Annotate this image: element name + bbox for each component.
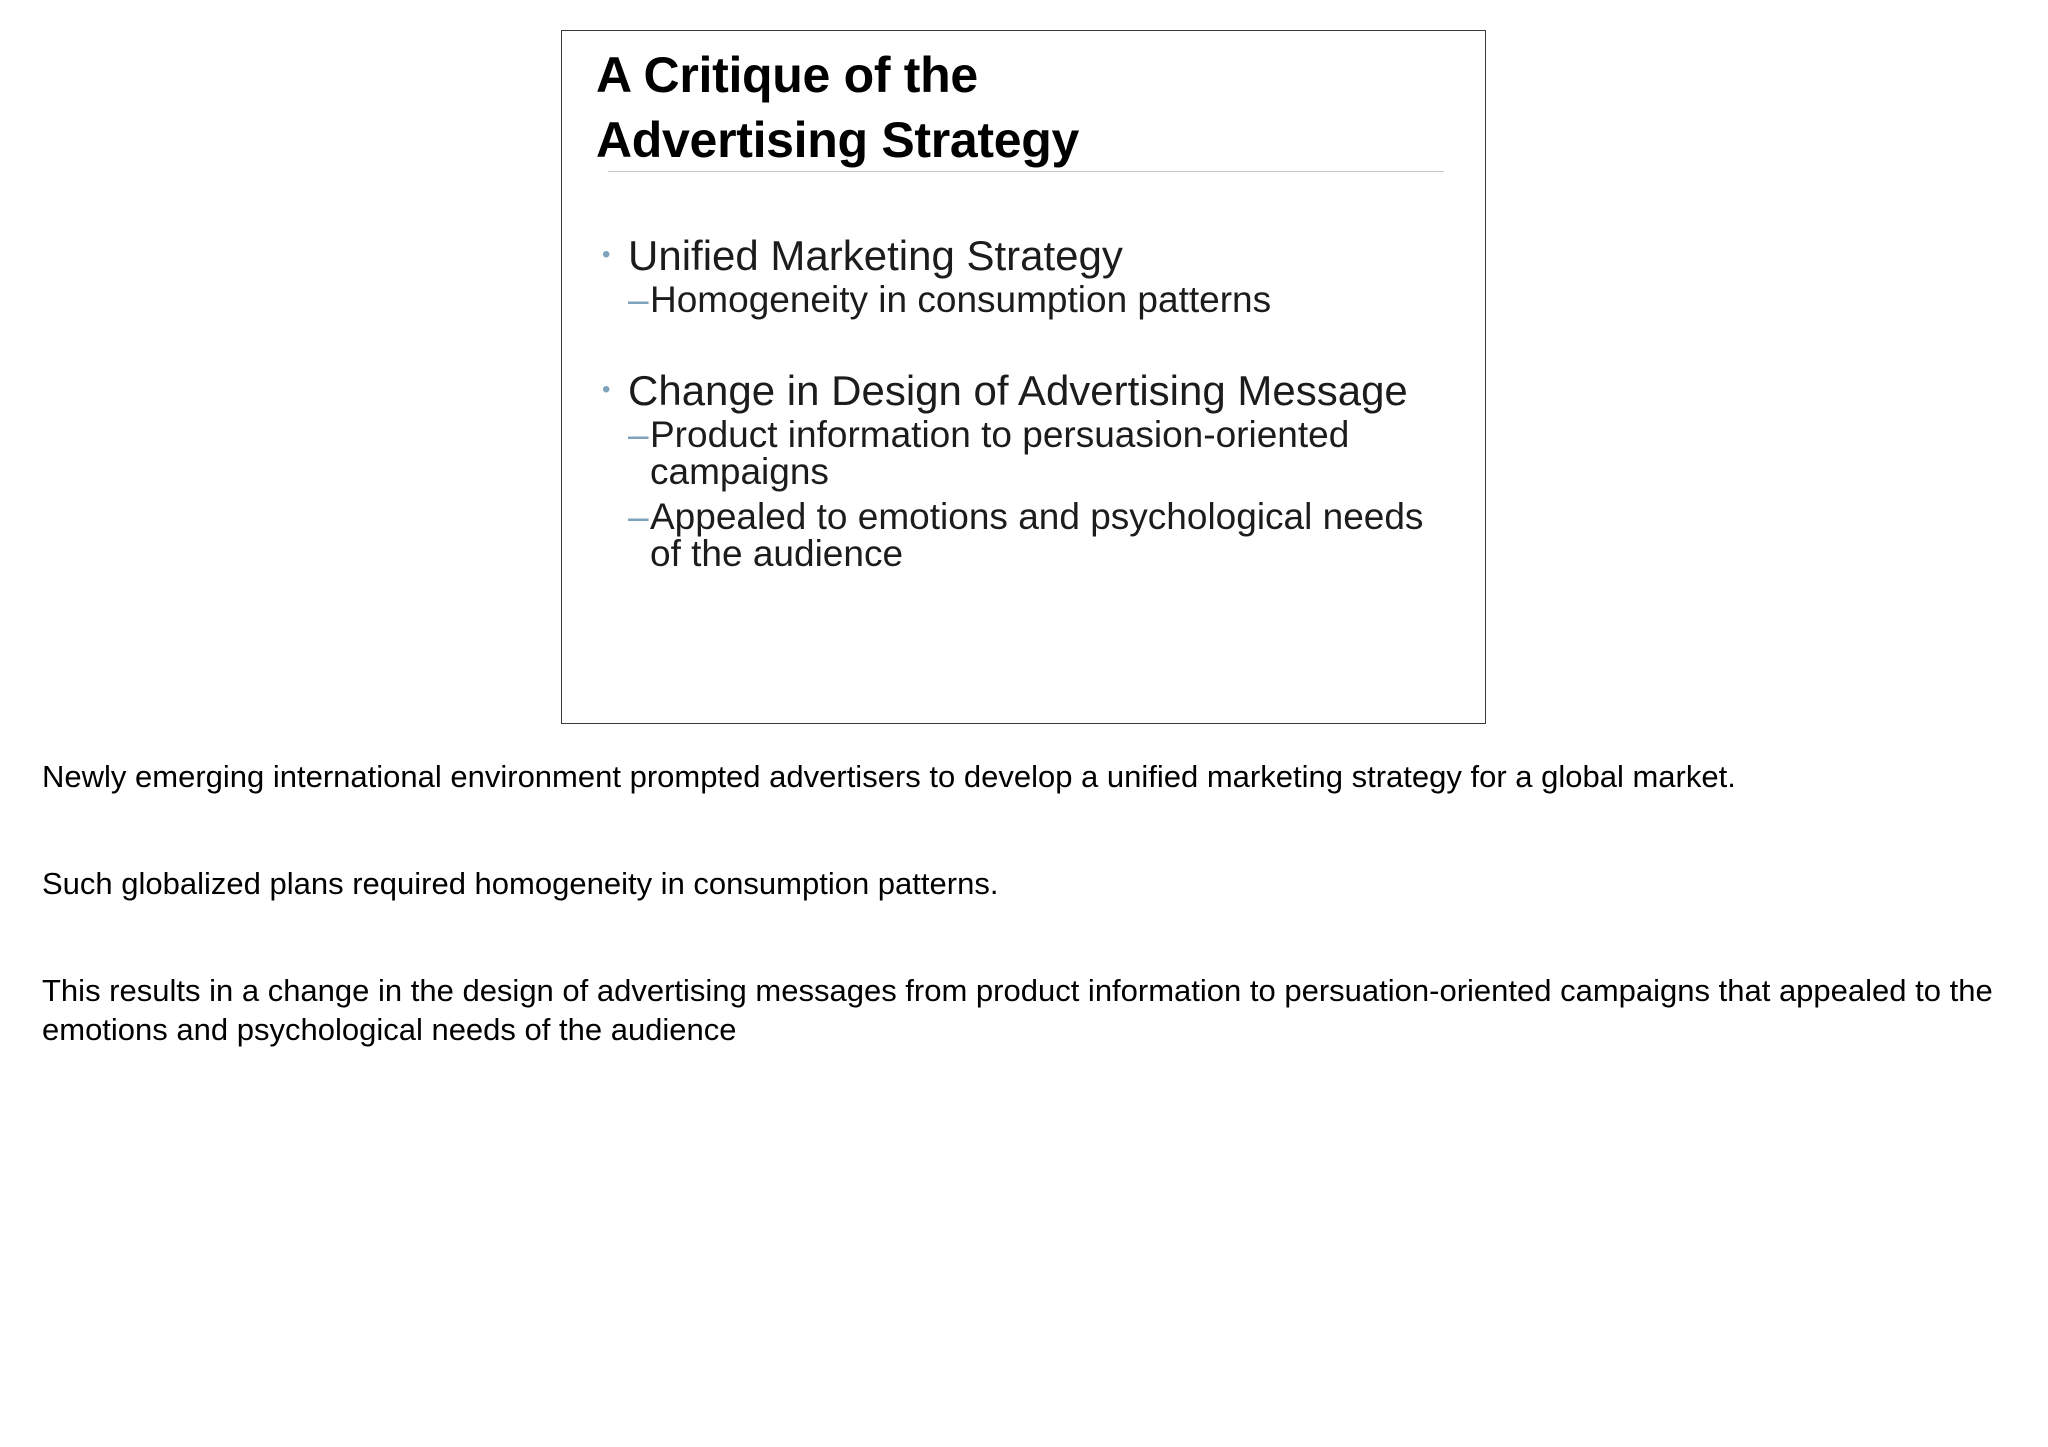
dash-icon: – — [628, 414, 649, 455]
sub-bullet-list — [628, 281, 1458, 318]
sub-bullet-text: Product information to persuasion-oriented campaigns — [650, 414, 1350, 492]
note-paragraph: This results in a change in the design of advertising messages from product information to persuation-oriented campaigns that appealed to the emotions and psychological needs of the audience — [42, 973, 1993, 1047]
bullet-item — [598, 366, 1458, 572]
sub-bullet-list — [628, 416, 1458, 572]
slide-title-line-2: Advertising Strategy — [596, 112, 1080, 168]
bullet-dot-icon: • — [602, 241, 611, 268]
speaker-notes — [42, 757, 2022, 1117]
note-paragraph: Newly emerging international environment prompted advertisers to develop a unified marketing strategy for a global market. — [42, 759, 1736, 794]
note-paragraph: Such globalized plans required homogeneity in consumption patterns. — [42, 866, 999, 901]
bullet-text: Unified Marketing Strategy — [628, 232, 1123, 279]
sub-bullet-text: Homogeneity in consumption patterns — [650, 279, 1272, 320]
bullet-dot-icon: • — [602, 376, 611, 403]
slide-title-line-1: A Critique of the — [596, 47, 978, 103]
bullet-text: Change in Design of Advertising Message — [628, 367, 1408, 414]
bullet-item — [598, 231, 1458, 318]
sub-bullet-item — [628, 281, 1458, 318]
sub-bullet-item — [628, 416, 1458, 490]
slide-thumbnail — [561, 30, 1486, 724]
bullet-list — [598, 231, 1458, 620]
dash-icon: – — [628, 279, 649, 320]
sub-bullet-item — [628, 498, 1458, 572]
title-divider — [608, 171, 1444, 172]
sub-bullet-text: Appealed to emotions and psychological needs of the audience — [650, 496, 1424, 574]
slide-title — [596, 43, 1079, 173]
dash-icon: – — [628, 496, 649, 537]
